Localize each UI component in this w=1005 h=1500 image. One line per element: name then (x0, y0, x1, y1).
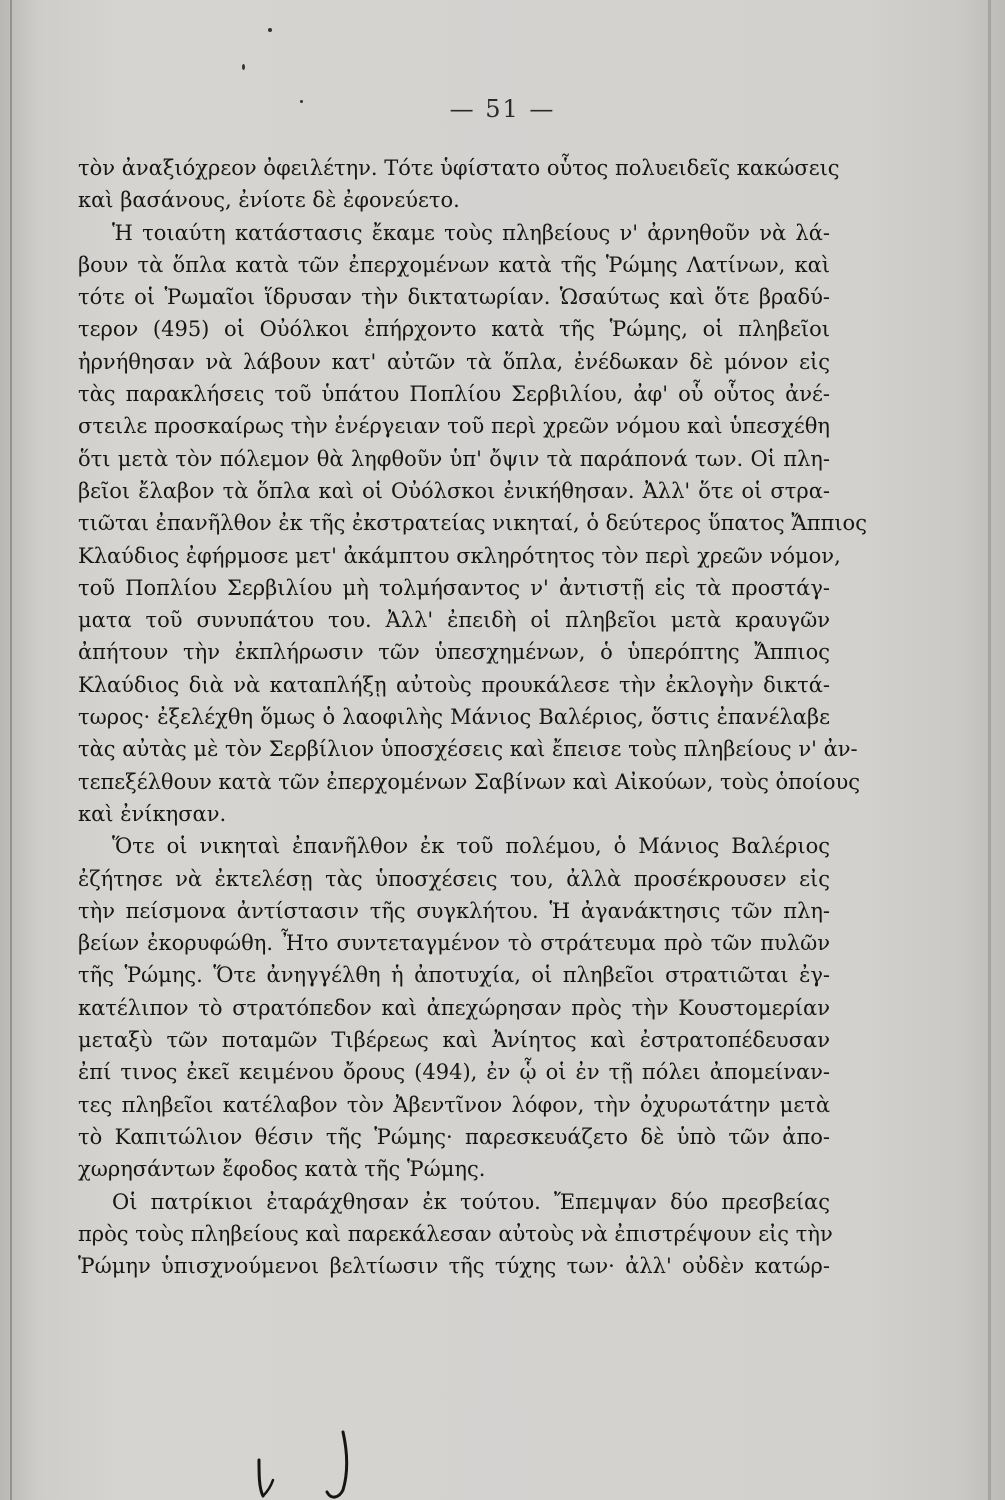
text-line: τὴν πείσμονα ἀντίστασιν τῆς συγκλήτου. Ἡ ἀγανάκτησις τῶν πλη- (78, 898, 830, 923)
text-line: τοῦ Ποπλίου Σερβιλίου μὴ τολμήσαντος ν' ἀντιστῇ εἰς τὰ προστάγ- (78, 575, 830, 600)
text-line: τωρος· ἐξελέχθη ὅμως ὁ λαοφιλὴς Μάνιος Βαλέριος, ὅστις ἐπανέλαβε (78, 705, 830, 730)
text-line: τὸ Καπιτώλιον θέσιν τῆς Ῥώμης· παρεσκευάζετο δὲ ὑπὸ τῶν ἀπο- (78, 1124, 830, 1149)
page-number: — 51 — (449, 95, 556, 123)
text-line: ὅτι μετὰ τὸν πόλεμον θὰ ληφθοῦν ὑπ' ὄψιν τὰ παράπονά των. Οἱ πλη- (78, 446, 830, 471)
page-edge-left (10, 0, 12, 1500)
text-line: Κλαύδιος διὰ νὰ καταπλήξῃ αὐτοὺς προυκάλεσε τὴν ἐκλογὴν δικτά- (78, 672, 830, 697)
text-line: βείων ἐκορυφώθη. Ἦτο συντεταγμένον τὸ στράτευμα πρὸ τῶν πυλῶν (78, 931, 830, 956)
page-edge-right (988, 0, 991, 1500)
text-line: βουν τὰ ὅπλα κατὰ τῶν ἐπερχομένων κατὰ τῆς Ῥώμης Λατίνων, καὶ (78, 252, 830, 277)
text-line: κατέλιπον τὸ στρατόπεδον καὶ ἀπεχώρησαν πρὸς τὴν Κουστομερίαν (78, 995, 830, 1020)
text-line: ἀπήτουν τὴν ἐκπλήρωσιν τῶν ὑπεσχημένων, ὁ ὑπερόπτης Ἄππιος (78, 640, 830, 665)
body-text (78, 152, 867, 1282)
text-line: Ῥώμην ὑπισχνούμενοι βελτίωσιν τῆς τύχης των· ἀλλ' οὐδὲν κατώρ- (78, 1254, 830, 1279)
text-line: ἠρνήθησαν νὰ λάβουν κατ' αὐτῶν τὰ ὅπλα, ἐνέδωκαν δὲ μόνον εἰς (78, 349, 830, 374)
text-line: τερον (495) οἱ Οὐόλκοι ἐπήρχοντο κατὰ τῆς Ῥώμης, οἱ πληβεῖοι (78, 317, 830, 342)
text-line: τὰς παρακλήσεις τοῦ ὑπάτου Ποπλίου Σερβιλίου, ἀφ' οὗ οὗτος ἀνέ- (78, 382, 830, 407)
text-line: καὶ βασάνους, ἐνίοτε δὲ ἐφονεύετο. (78, 188, 460, 213)
text-line: τεπεξέλθουν κατὰ τῶν ἐπερχομένων Σαβίνων καὶ Αἰκούων, τοὺς ὁποίους (78, 769, 860, 794)
handwritten-mark (245, 1420, 375, 1500)
text-line: Οἱ πατρίκιοι ἐταράχθησαν ἐκ τούτου. Ἔπεμψαν δύο πρεσβείας (112, 1189, 830, 1214)
text-line: πρὸς τοὺς πληβείους καὶ παρεκάλεσαν αὐτοὺς νὰ ἐπιστρέψουν εἰς τὴν (78, 1221, 833, 1246)
text-line: τιῶται ἐπανῆλθον ἐκ τῆς ἐκστρατείας νικηταί, ὁ δεύτερος ὕπατος Ἄππιος (78, 511, 867, 536)
text-line: στειλε προσκαίρως τὴν ἐνέργειαν τοῦ περὶ χρεῶν νόμου καὶ ὑπεσχέθη (78, 414, 830, 439)
text-line: Κλαύδιος ἐφήρμοσε μετ' ἀκάμπτου σκληρότητος τὸν περὶ χρεῶν νόμον, (78, 543, 841, 568)
text-line: ματα τοῦ συνυπάτου του. Ἀλλ' ἐπειδὴ οἱ πληβεῖοι μετὰ κραυγῶν (78, 608, 830, 633)
text-line: τες πληβεῖοι κατέλαβον τὸν Ἀβεντῖνον λόφον, τὴν ὀχυρωτάτην μετὰ (78, 1092, 830, 1117)
text-line: Ὅτε οἱ νικηταὶ ἐπανῆλθον ἐκ τοῦ πολέμου, ὁ Μάνιος Βαλέριος (112, 834, 830, 859)
ink-speck (242, 64, 245, 70)
text-line: χωρησάντων ἔφοδος κατὰ τῆς Ῥώμης. (78, 1157, 486, 1182)
text-line: τὸν ἀναξιόχρεον ὀφειλέτην. Τότε ὑφίστατο οὗτος πολυειδεῖς κακώσεις (78, 156, 840, 180)
text-line: ἐπί τινος ἐκεῖ κειμένου ὄρους (494), ἐν ᾧ οἱ ἐν τῇ πόλει ἀπομείναν- (78, 1060, 830, 1085)
text-line: Ἡ τοιαύτη κατάστασις ἔκαμε τοὺς πληβείους ν' ἀρνηθοῦν νὰ λά- (112, 220, 830, 245)
text-line: βεῖοι ἔλαβον τὰ ὅπλα καὶ οἱ Οὐόλσκοι ἐνικήθησαν. Ἀλλ' ὅτε οἱ στρα- (78, 478, 830, 503)
text-line: μεταξὺ τῶν ποταμῶν Τιβέρεως καὶ Ἀνίητος καὶ ἐστρατοπέδευσαν (78, 1028, 830, 1053)
text-line: τὰς αὐτὰς μὲ τὸν Σερβίλιον ὑποσχέσεις καὶ ἔπεισε τοὺς πληβείους ν' ἀν- (78, 737, 858, 762)
text-line: τότε οἱ Ῥωμαῖοι ἵδρυσαν τὴν δικτατωρίαν. Ὡσαύτως καὶ ὅτε βραδύ- (78, 285, 830, 310)
text-line: καὶ ἐνίκησαν. (78, 801, 227, 826)
ink-speck (268, 28, 272, 32)
text-line: τῆς Ῥώμης. Ὅτε ἀνηγγέλθη ἡ ἀποτυχία, οἱ πληβεῖοι στρατιῶται ἐγ- (78, 963, 830, 988)
text-line: ἐζήτησε νὰ ἐκτελέσῃ τὰς ὑποσχέσεις του, ἀλλὰ προσέκρουσεν εἰς (78, 866, 830, 891)
